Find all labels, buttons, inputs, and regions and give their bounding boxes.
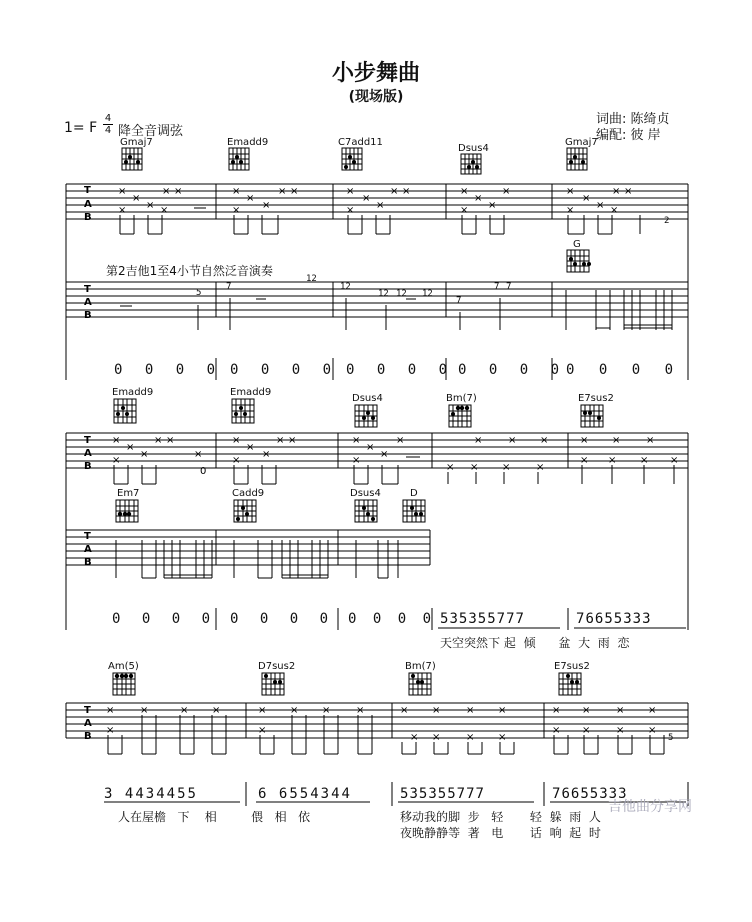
svg-text:B: B <box>84 310 92 321</box>
song-title: 小步舞曲 <box>331 61 420 86</box>
svg-text:×: × <box>460 205 469 216</box>
rest-zeros-m2: 0 0 0 0 <box>230 362 332 378</box>
rest-zeros-r2m3: 0 0 0 0 <box>348 611 432 627</box>
melody-r3-m2: 6 6554344 <box>258 786 352 802</box>
fret-number: 7 <box>494 282 500 292</box>
svg-text:×: × <box>612 435 621 446</box>
svg-text:×: × <box>232 435 241 446</box>
svg-text:×: × <box>346 205 355 216</box>
svg-text:×: × <box>608 455 617 466</box>
lyricist-credit: 词曲: 陈绮贞 <box>596 112 670 127</box>
svg-text:A: A <box>84 718 92 729</box>
chord-name: D <box>410 488 418 499</box>
svg-text:×: × <box>498 732 507 743</box>
svg-text:×: × <box>356 705 365 716</box>
svg-text:×: × <box>624 186 633 197</box>
svg-text:×: × <box>322 705 331 716</box>
svg-text:×: × <box>140 449 149 460</box>
fret-number: 2 <box>664 216 670 226</box>
svg-text:×: × <box>508 435 517 446</box>
chord-name: Dsus4 <box>458 143 489 154</box>
svg-text:×: × <box>580 455 589 466</box>
svg-text:T: T <box>84 185 91 196</box>
melody-r2-m1: 535355777 <box>440 611 525 627</box>
svg-text:×: × <box>118 205 127 216</box>
svg-text:×: × <box>582 725 591 736</box>
svg-text:T: T <box>84 435 91 446</box>
svg-text:T: T <box>84 705 91 716</box>
lyrics-r3b2: 夜晚静静等 著 电 话 响 起 时 <box>400 826 601 840</box>
chord-name: Emadd9 <box>227 137 269 148</box>
chord-diagram <box>567 250 589 272</box>
melody-r3-m4: 76655333 <box>552 786 628 802</box>
svg-text:B: B <box>84 461 92 472</box>
svg-text:×: × <box>258 705 267 716</box>
svg-text:×: × <box>380 449 389 460</box>
chord-name: C7add11 <box>338 137 383 148</box>
svg-text:×: × <box>132 193 141 204</box>
svg-text:×: × <box>474 193 483 204</box>
svg-text:×: × <box>154 435 163 446</box>
arranger-credit: 编配: 彼 岸 <box>596 128 661 143</box>
svg-text:A: A <box>84 199 92 210</box>
svg-text:×: × <box>232 205 241 216</box>
svg-text:T: T <box>84 531 91 542</box>
rest-zeros-m1: 0 0 0 0 <box>114 362 216 378</box>
svg-text:×: × <box>194 449 203 460</box>
svg-text:×: × <box>646 435 655 446</box>
svg-text:×: × <box>402 186 411 197</box>
fret-number: 12 <box>422 289 433 299</box>
lyrics-r2: 天空突然下 起 倾 盆 大 雨 恋 <box>440 636 630 650</box>
svg-text:B: B <box>84 557 92 568</box>
svg-text:×: × <box>552 725 561 736</box>
svg-text:×: × <box>390 186 399 197</box>
tab-staff <box>66 433 688 630</box>
svg-text:×: × <box>582 705 591 716</box>
rest-zeros-r2m1: 0 0 0 0 <box>112 611 211 627</box>
svg-text:A: A <box>84 448 92 459</box>
svg-text:×: × <box>162 186 171 197</box>
svg-text:×: × <box>290 705 299 716</box>
svg-text:×: × <box>106 705 115 716</box>
svg-text:×: × <box>276 435 285 446</box>
svg-text:×: × <box>610 205 619 216</box>
melody-r3-m3: 535355777 <box>400 786 485 802</box>
svg-text:×: × <box>160 205 169 216</box>
chord-name: Bm(7) <box>405 661 436 672</box>
svg-text:×: × <box>648 725 657 736</box>
svg-text:×: × <box>400 705 409 716</box>
svg-text:×: × <box>232 186 241 197</box>
chord-diagram <box>461 154 481 174</box>
svg-text:×: × <box>580 435 589 446</box>
chord-diagram <box>122 148 142 170</box>
fret-number: 7 <box>456 296 462 306</box>
svg-text:×: × <box>362 193 371 204</box>
key-signature: 1= F <box>64 120 98 136</box>
chord-name: Gmaj7 <box>120 137 153 148</box>
svg-text:×: × <box>470 462 479 473</box>
chord-name: E7sus2 <box>578 393 614 404</box>
svg-text:×: × <box>212 705 221 716</box>
fret-number: 7 <box>226 282 232 292</box>
fret-number: 5 <box>668 733 674 743</box>
rest-zeros-m5: 0 0 0 0 <box>566 362 674 378</box>
svg-text:×: × <box>460 186 469 197</box>
chord-diagram <box>567 148 587 170</box>
svg-text:×: × <box>352 455 361 466</box>
rest-zeros-m3: 0 0 0 0 <box>346 362 448 378</box>
fret-number: 12 <box>378 289 389 299</box>
svg-text:×: × <box>596 200 605 211</box>
svg-text:×: × <box>366 442 375 453</box>
svg-text:×: × <box>540 435 549 446</box>
fret-number: 12 <box>396 289 407 299</box>
lyrics-r3b1: 移动我的脚 步 轻 轻 躲 雨 人 <box>400 810 601 824</box>
melody-r2-m2: 76655333 <box>576 611 652 627</box>
svg-text:×: × <box>502 462 511 473</box>
chord-diagram <box>229 148 249 170</box>
svg-text:×: × <box>566 186 575 197</box>
rest-zeros-r2m2: 0 0 0 0 <box>230 611 329 627</box>
chord-name: Am(5) <box>108 661 139 672</box>
chord-name: G <box>573 239 581 250</box>
svg-text:×: × <box>396 435 405 446</box>
watermark: 吉他曲分享网 <box>608 799 692 815</box>
svg-text:0: 0 <box>200 466 207 477</box>
svg-text:×: × <box>616 705 625 716</box>
lyrics-r3a: 人在屋檐 下 相 偎 相 依 <box>118 810 311 824</box>
svg-text:×: × <box>146 200 155 211</box>
chord-name: Gmaj7 <box>565 137 598 148</box>
svg-text:×: × <box>140 705 149 716</box>
svg-text:×: × <box>498 705 507 716</box>
tab-staff <box>66 530 430 565</box>
svg-text:×: × <box>410 732 419 743</box>
svg-text:×: × <box>616 725 625 736</box>
svg-text:×: × <box>648 705 657 716</box>
svg-text:×: × <box>106 725 115 736</box>
chord-name: Emadd9 <box>112 387 154 398</box>
song-subtitle: (现场版) <box>348 89 404 105</box>
svg-text:×: × <box>566 205 575 216</box>
svg-text:×: × <box>582 193 591 204</box>
svg-text:×: × <box>278 186 287 197</box>
svg-text:×: × <box>246 442 255 453</box>
svg-text:×: × <box>352 435 361 446</box>
svg-text:×: × <box>288 435 297 446</box>
svg-text:×: × <box>536 462 545 473</box>
melody-r3-m1: 3 4434455 <box>104 786 198 802</box>
chord-name: Dsus4 <box>350 488 381 499</box>
svg-text:×: × <box>166 435 175 446</box>
fret-number: 12 <box>340 282 351 292</box>
svg-text:×: × <box>346 186 355 197</box>
svg-text:×: × <box>552 705 561 716</box>
svg-text:T: T <box>84 284 91 295</box>
svg-text:×: × <box>466 705 475 716</box>
svg-text:×: × <box>376 200 385 211</box>
svg-text:×: × <box>246 193 255 204</box>
svg-text:×: × <box>502 186 511 197</box>
svg-text:×: × <box>432 705 441 716</box>
chord-name: Em7 <box>117 488 140 499</box>
svg-text:×: × <box>112 435 121 446</box>
svg-text:A: A <box>84 297 92 308</box>
chord-name: Emadd9 <box>230 387 272 398</box>
svg-text:×: × <box>640 455 649 466</box>
svg-text:×: × <box>118 186 127 197</box>
chord-name: E7sus2 <box>554 661 590 672</box>
fret-number: 7 <box>506 282 512 292</box>
svg-text:×: × <box>446 462 455 473</box>
svg-text:×: × <box>670 455 679 466</box>
svg-text:×: × <box>432 732 441 743</box>
svg-text:B: B <box>84 212 92 223</box>
time-sig-top: 4 <box>104 113 112 124</box>
fret-number: 12 <box>306 274 317 284</box>
svg-text:×: × <box>180 705 189 716</box>
svg-text:B: B <box>84 731 92 742</box>
harmonics-annotation: 第2吉他1至4小节自然泛音演奏 <box>106 264 273 278</box>
chord-name: Dsus4 <box>352 393 383 404</box>
svg-text:×: × <box>232 455 241 466</box>
chord-name: D7sus2 <box>258 661 296 672</box>
time-sig-bottom: 4 <box>104 125 112 136</box>
svg-text:×: × <box>290 186 299 197</box>
svg-text:×: × <box>174 186 183 197</box>
svg-text:×: × <box>126 442 135 453</box>
svg-text:×: × <box>112 455 121 466</box>
svg-text:×: × <box>262 449 271 460</box>
fret-number: 5 <box>196 288 202 298</box>
svg-text:×: × <box>488 200 497 211</box>
chord-name: Bm(7) <box>446 393 477 404</box>
chord-name: Cadd9 <box>232 488 265 499</box>
rest-zeros-m4: 0 0 0 0 <box>458 362 560 378</box>
svg-text:×: × <box>466 732 475 743</box>
tab-staff <box>66 703 688 738</box>
svg-text:×: × <box>612 186 621 197</box>
svg-text:×: × <box>262 200 271 211</box>
svg-text:×: × <box>258 725 267 736</box>
tuning-note: 降全音调弦 <box>118 124 184 139</box>
svg-text:A: A <box>84 544 92 555</box>
svg-text:×: × <box>474 435 483 446</box>
